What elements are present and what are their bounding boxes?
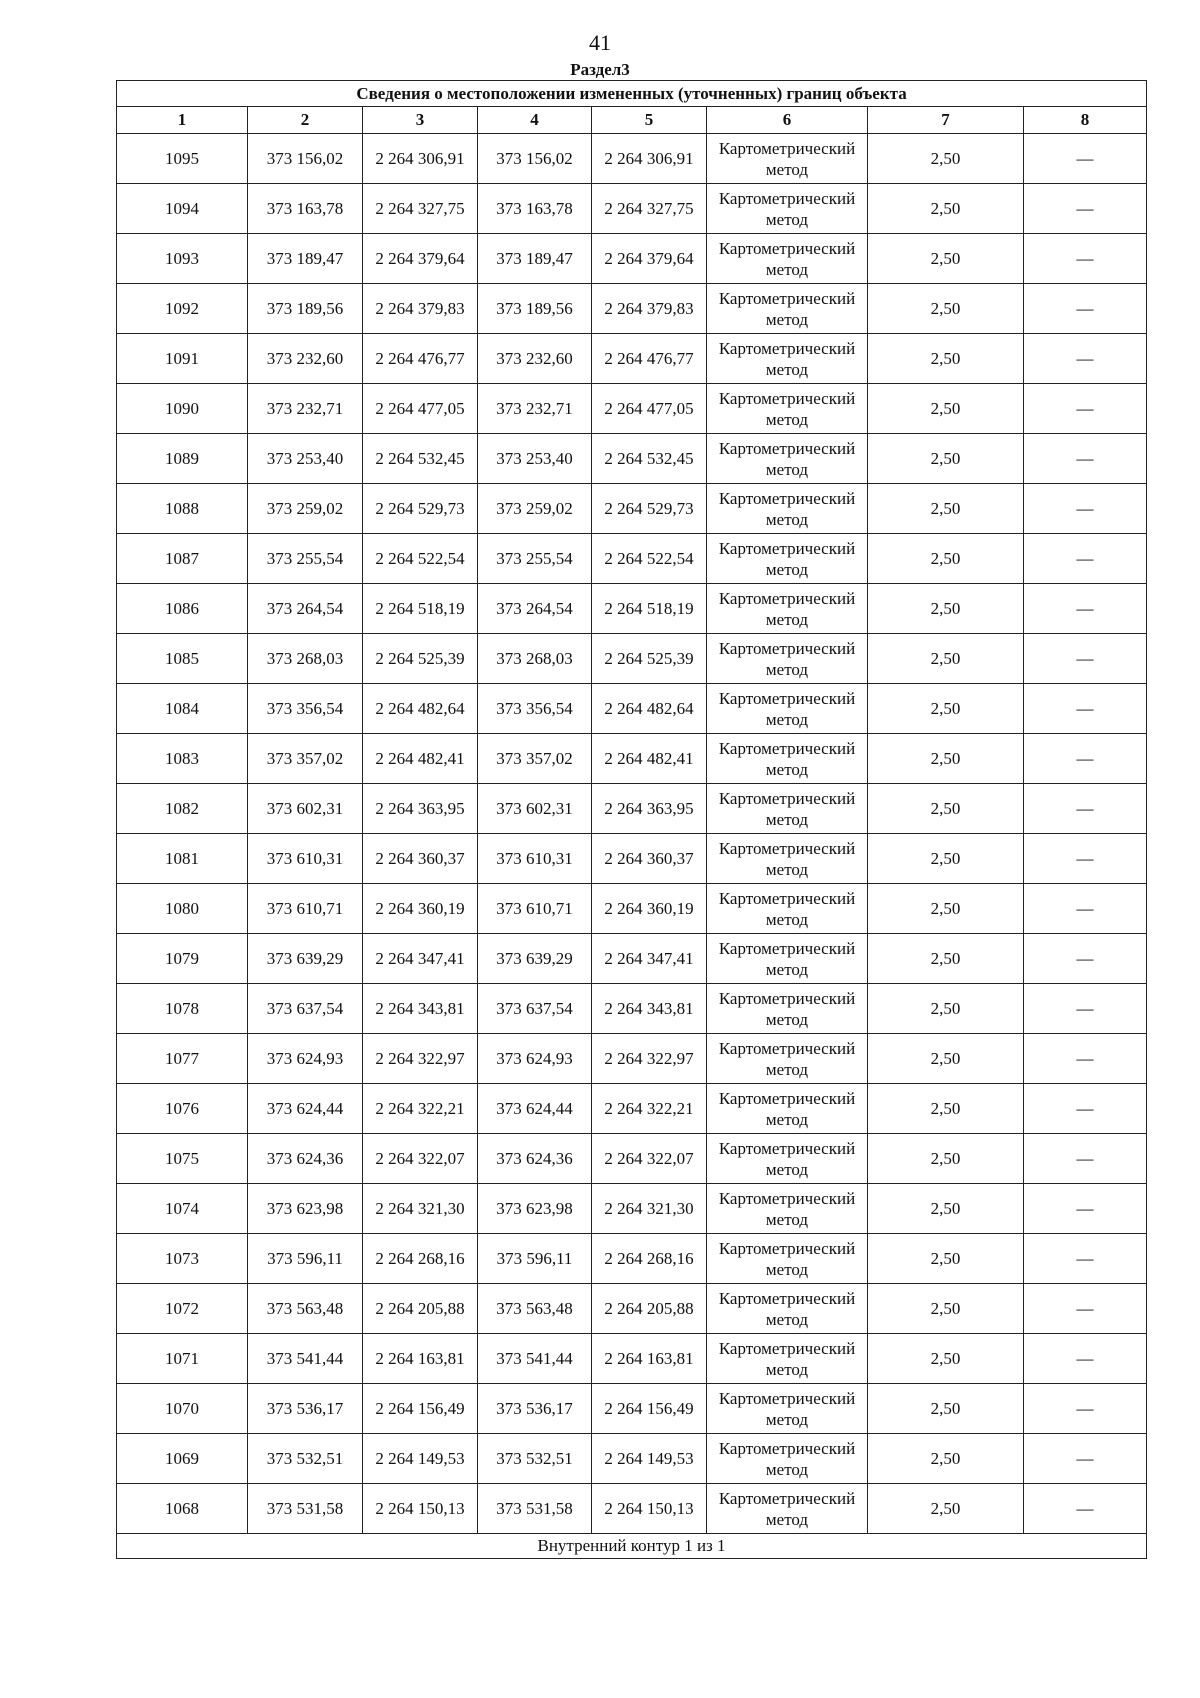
x-existing-cell: 373 253,40 (248, 434, 363, 484)
x-new-cell: 373 563,48 (478, 1284, 592, 1334)
accuracy-cell: 2,50 (868, 134, 1024, 184)
note-cell: — (1024, 984, 1147, 1034)
x-new-cell: 373 602,31 (478, 784, 592, 834)
x-existing-cell: 373 624,44 (248, 1084, 363, 1134)
accuracy-cell: 2,50 (868, 1184, 1024, 1234)
x-new-cell: 373 163,78 (478, 184, 592, 234)
note-cell: — (1024, 634, 1147, 684)
y-existing-cell: 2 264 529,73 (363, 484, 478, 534)
method-cell: Картометрический метод (707, 1284, 868, 1334)
note-cell: — (1024, 1084, 1147, 1134)
accuracy-cell: 2,50 (868, 734, 1024, 784)
table-row (117, 1284, 1147, 1334)
method-cell: Картометрический метод (707, 384, 868, 434)
table-row (117, 984, 1147, 1034)
table-row (117, 334, 1147, 384)
point-number-cell: 1092 (117, 284, 248, 334)
note-cell: — (1024, 534, 1147, 584)
accuracy-cell: 2,50 (868, 384, 1024, 434)
accuracy-cell: 2,50 (868, 1084, 1024, 1134)
x-existing-cell: 373 232,71 (248, 384, 363, 434)
accuracy-cell: 2,50 (868, 1384, 1024, 1434)
x-existing-cell: 373 624,36 (248, 1134, 363, 1184)
method-cell: Картометрический метод (707, 584, 868, 634)
y-existing-cell: 2 264 322,97 (363, 1034, 478, 1084)
x-new-cell: 373 268,03 (478, 634, 592, 684)
accuracy-cell: 2,50 (868, 334, 1024, 384)
x-existing-cell: 373 596,11 (248, 1234, 363, 1284)
table-row (117, 1434, 1147, 1484)
note-cell: — (1024, 584, 1147, 634)
y-new-cell: 2 264 476,77 (592, 334, 707, 384)
table-row (117, 734, 1147, 784)
note-cell: — (1024, 1234, 1147, 1284)
point-number-cell: 1082 (117, 784, 248, 834)
note-cell: — (1024, 734, 1147, 784)
table-title: Сведения о местоположении измененных (уточненных) границ объекта (117, 81, 1147, 107)
y-new-cell: 2 264 322,07 (592, 1134, 707, 1184)
x-new-cell: 373 637,54 (478, 984, 592, 1034)
y-existing-cell: 2 264 525,39 (363, 634, 478, 684)
note-cell: — (1024, 1284, 1147, 1334)
y-new-cell: 2 264 477,05 (592, 384, 707, 434)
x-new-cell: 373 259,02 (478, 484, 592, 534)
note-cell: — (1024, 1384, 1147, 1434)
accuracy-cell: 2,50 (868, 434, 1024, 484)
note-cell: — (1024, 1334, 1147, 1384)
point-number-cell: 1073 (117, 1234, 248, 1284)
method-cell: Картометрический метод (707, 534, 868, 584)
note-cell: — (1024, 484, 1147, 534)
table-row (117, 584, 1147, 634)
x-new-cell: 373 610,71 (478, 884, 592, 934)
y-new-cell: 2 264 321,30 (592, 1184, 707, 1234)
x-existing-cell: 373 531,58 (248, 1484, 363, 1534)
point-number-cell: 1094 (117, 184, 248, 234)
y-existing-cell: 2 264 205,88 (363, 1284, 478, 1334)
method-cell: Картометрический метод (707, 1184, 868, 1234)
table-row (117, 1134, 1147, 1184)
y-existing-cell: 2 264 518,19 (363, 584, 478, 634)
method-cell: Картометрический метод (707, 1034, 868, 1084)
y-existing-cell: 2 264 322,07 (363, 1134, 478, 1184)
note-cell: — (1024, 134, 1147, 184)
method-cell: Картометрический метод (707, 234, 868, 284)
table-row (117, 184, 1147, 234)
accuracy-cell: 2,50 (868, 534, 1024, 584)
table-row (117, 434, 1147, 484)
note-cell: — (1024, 1434, 1147, 1484)
method-cell: Картометрический метод (707, 284, 868, 334)
x-existing-cell: 373 232,60 (248, 334, 363, 384)
x-new-cell: 373 623,98 (478, 1184, 592, 1234)
x-existing-cell: 373 610,71 (248, 884, 363, 934)
x-existing-cell: 373 189,56 (248, 284, 363, 334)
y-existing-cell: 2 264 360,19 (363, 884, 478, 934)
column-header-row (117, 107, 1147, 134)
x-existing-cell: 373 639,29 (248, 934, 363, 984)
point-number-cell: 1076 (117, 1084, 248, 1134)
accuracy-cell: 2,50 (868, 934, 1024, 984)
note-cell: — (1024, 834, 1147, 884)
table-row (117, 934, 1147, 984)
note-cell: — (1024, 284, 1147, 334)
x-new-cell: 373 624,93 (478, 1034, 592, 1084)
point-number-cell: 1070 (117, 1384, 248, 1434)
y-new-cell: 2 264 327,75 (592, 184, 707, 234)
x-new-cell: 373 356,54 (478, 684, 592, 734)
x-new-cell: 373 610,31 (478, 834, 592, 884)
table-row (117, 634, 1147, 684)
note-cell: — (1024, 684, 1147, 734)
accuracy-cell: 2,50 (868, 1134, 1024, 1184)
x-new-cell: 373 639,29 (478, 934, 592, 984)
table-row (117, 484, 1147, 534)
accuracy-cell: 2,50 (868, 184, 1024, 234)
accuracy-cell: 2,50 (868, 684, 1024, 734)
x-existing-cell: 373 623,98 (248, 1184, 363, 1234)
y-existing-cell: 2 264 522,54 (363, 534, 478, 584)
point-number-cell: 1086 (117, 584, 248, 634)
x-new-cell: 373 357,02 (478, 734, 592, 784)
table-row (117, 1184, 1147, 1234)
y-new-cell: 2 264 149,53 (592, 1434, 707, 1484)
y-new-cell: 2 264 360,37 (592, 834, 707, 884)
page-number: 41 (589, 30, 611, 55)
y-existing-cell: 2 264 149,53 (363, 1434, 478, 1484)
x-new-cell: 373 232,60 (478, 334, 592, 384)
method-cell: Картометрический метод (707, 784, 868, 834)
method-cell: Картометрический метод (707, 684, 868, 734)
table-row (117, 684, 1147, 734)
accuracy-cell: 2,50 (868, 984, 1024, 1034)
table-row (117, 1234, 1147, 1284)
method-cell: Картометрический метод (707, 484, 868, 534)
y-new-cell: 2 264 482,41 (592, 734, 707, 784)
y-existing-cell: 2 264 163,81 (363, 1334, 478, 1384)
method-cell: Картометрический метод (707, 1484, 868, 1534)
table-caption-row (117, 81, 1147, 107)
point-number-cell: 1090 (117, 384, 248, 434)
x-new-cell: 373 624,44 (478, 1084, 592, 1134)
x-existing-cell: 373 356,54 (248, 684, 363, 734)
note-cell: — (1024, 384, 1147, 434)
point-number-cell: 1069 (117, 1434, 248, 1484)
x-existing-cell: 373 602,31 (248, 784, 363, 834)
method-cell: Картометрический метод (707, 1434, 868, 1484)
y-new-cell: 2 264 322,97 (592, 1034, 707, 1084)
point-number-cell: 1071 (117, 1334, 248, 1384)
point-number-cell: 1087 (117, 534, 248, 584)
coordinates-table (116, 80, 1147, 1559)
accuracy-cell: 2,50 (868, 1334, 1024, 1384)
accuracy-cell: 2,50 (868, 634, 1024, 684)
x-existing-cell: 373 532,51 (248, 1434, 363, 1484)
method-cell: Картометрический метод (707, 934, 868, 984)
y-new-cell: 2 264 482,64 (592, 684, 707, 734)
x-new-cell: 373 532,51 (478, 1434, 592, 1484)
y-existing-cell: 2 264 343,81 (363, 984, 478, 1034)
y-new-cell: 2 264 306,91 (592, 134, 707, 184)
table-row (117, 284, 1147, 334)
y-new-cell: 2 264 156,49 (592, 1384, 707, 1434)
y-new-cell: 2 264 525,39 (592, 634, 707, 684)
accuracy-cell: 2,50 (868, 484, 1024, 534)
table-row (117, 1334, 1147, 1384)
accuracy-cell: 2,50 (868, 1484, 1024, 1534)
y-existing-cell: 2 264 306,91 (363, 134, 478, 184)
y-existing-cell: 2 264 482,64 (363, 684, 478, 734)
x-new-cell: 373 253,40 (478, 434, 592, 484)
x-existing-cell: 373 357,02 (248, 734, 363, 784)
table-row (117, 1384, 1147, 1434)
x-existing-cell: 373 563,48 (248, 1284, 363, 1334)
x-existing-cell: 373 268,03 (248, 634, 363, 684)
table-row (117, 1084, 1147, 1134)
x-new-cell: 373 536,17 (478, 1384, 592, 1434)
column-header: 5 (592, 107, 707, 134)
accuracy-cell: 2,50 (868, 284, 1024, 334)
x-existing-cell: 373 163,78 (248, 184, 363, 234)
table-row (117, 1484, 1147, 1534)
note-cell: — (1024, 1184, 1147, 1234)
x-existing-cell: 373 637,54 (248, 984, 363, 1034)
y-new-cell: 2 264 150,13 (592, 1484, 707, 1534)
y-existing-cell: 2 264 482,41 (363, 734, 478, 784)
y-new-cell: 2 264 379,83 (592, 284, 707, 334)
y-existing-cell: 2 264 327,75 (363, 184, 478, 234)
y-new-cell: 2 264 163,81 (592, 1334, 707, 1384)
point-number-cell: 1078 (117, 984, 248, 1034)
method-cell: Картометрический метод (707, 884, 868, 934)
x-new-cell: 373 264,54 (478, 584, 592, 634)
x-new-cell: 373 232,71 (478, 384, 592, 434)
x-new-cell: 373 189,47 (478, 234, 592, 284)
point-number-cell: 1083 (117, 734, 248, 784)
x-new-cell: 373 255,54 (478, 534, 592, 584)
y-new-cell: 2 264 379,64 (592, 234, 707, 284)
point-number-cell: 1079 (117, 934, 248, 984)
contour-note: Внутренний контур 1 из 1 (117, 1534, 1147, 1559)
accuracy-cell: 2,50 (868, 1284, 1024, 1334)
x-existing-cell: 373 610,31 (248, 834, 363, 884)
x-new-cell: 373 541,44 (478, 1334, 592, 1384)
method-cell: Картометрический метод (707, 1334, 868, 1384)
accuracy-cell: 2,50 (868, 584, 1024, 634)
y-new-cell: 2 264 360,19 (592, 884, 707, 934)
column-header: 3 (363, 107, 478, 134)
y-existing-cell: 2 264 363,95 (363, 784, 478, 834)
y-existing-cell: 2 264 477,05 (363, 384, 478, 434)
accuracy-cell: 2,50 (868, 834, 1024, 884)
note-cell: — (1024, 934, 1147, 984)
accuracy-cell: 2,50 (868, 234, 1024, 284)
note-cell: — (1024, 1134, 1147, 1184)
x-existing-cell: 373 189,47 (248, 234, 363, 284)
y-existing-cell: 2 264 476,77 (363, 334, 478, 384)
y-new-cell: 2 264 347,41 (592, 934, 707, 984)
note-cell: — (1024, 184, 1147, 234)
point-number-cell: 1077 (117, 1034, 248, 1084)
method-cell: Картометрический метод (707, 1234, 868, 1284)
x-new-cell: 373 156,02 (478, 134, 592, 184)
method-cell: Картометрический метод (707, 134, 868, 184)
x-existing-cell: 373 541,44 (248, 1334, 363, 1384)
note-cell: — (1024, 334, 1147, 384)
method-cell: Картометрический метод (707, 434, 868, 484)
y-new-cell: 2 264 343,81 (592, 984, 707, 1034)
point-number-cell: 1080 (117, 884, 248, 934)
x-existing-cell: 373 264,54 (248, 584, 363, 634)
column-header: 1 (117, 107, 248, 134)
point-number-cell: 1089 (117, 434, 248, 484)
point-number-cell: 1075 (117, 1134, 248, 1184)
y-existing-cell: 2 264 150,13 (363, 1484, 478, 1534)
point-number-cell: 1085 (117, 634, 248, 684)
table-row (117, 234, 1147, 284)
table-row (117, 1034, 1147, 1084)
column-header: 2 (248, 107, 363, 134)
point-number-cell: 1074 (117, 1184, 248, 1234)
y-existing-cell: 2 264 360,37 (363, 834, 478, 884)
accuracy-cell: 2,50 (868, 1434, 1024, 1484)
point-number-cell: 1095 (117, 134, 248, 184)
table-footer-row (117, 1534, 1147, 1559)
x-existing-cell: 373 255,54 (248, 534, 363, 584)
y-existing-cell: 2 264 379,83 (363, 284, 478, 334)
note-cell: — (1024, 434, 1147, 484)
y-existing-cell: 2 264 156,49 (363, 1384, 478, 1434)
x-new-cell: 373 189,56 (478, 284, 592, 334)
y-new-cell: 2 264 268,16 (592, 1234, 707, 1284)
y-existing-cell: 2 264 321,30 (363, 1184, 478, 1234)
accuracy-cell: 2,50 (868, 1234, 1024, 1284)
note-cell: — (1024, 234, 1147, 284)
table-row (117, 784, 1147, 834)
column-header: 7 (868, 107, 1024, 134)
y-existing-cell: 2 264 322,21 (363, 1084, 478, 1134)
x-new-cell: 373 596,11 (478, 1234, 592, 1284)
table-row (117, 834, 1147, 884)
point-number-cell: 1091 (117, 334, 248, 384)
note-cell: — (1024, 784, 1147, 834)
method-cell: Картометрический метод (707, 734, 868, 784)
point-number-cell: 1068 (117, 1484, 248, 1534)
note-cell: — (1024, 884, 1147, 934)
method-cell: Картометрический метод (707, 834, 868, 884)
table-row (117, 134, 1147, 184)
y-new-cell: 2 264 518,19 (592, 584, 707, 634)
y-existing-cell: 2 264 268,16 (363, 1234, 478, 1284)
y-new-cell: 2 264 532,45 (592, 434, 707, 484)
point-number-cell: 1093 (117, 234, 248, 284)
y-existing-cell: 2 264 347,41 (363, 934, 478, 984)
method-cell: Картометрический метод (707, 634, 868, 684)
method-cell: Картометрический метод (707, 1384, 868, 1434)
point-number-cell: 1088 (117, 484, 248, 534)
table-row (117, 884, 1147, 934)
table-body (117, 134, 1147, 1534)
x-existing-cell: 373 536,17 (248, 1384, 363, 1434)
y-existing-cell: 2 264 379,64 (363, 234, 478, 284)
x-existing-cell: 373 259,02 (248, 484, 363, 534)
y-new-cell: 2 264 529,73 (592, 484, 707, 534)
point-number-cell: 1084 (117, 684, 248, 734)
column-header: 8 (1024, 107, 1147, 134)
column-header: 6 (707, 107, 868, 134)
x-new-cell: 373 624,36 (478, 1134, 592, 1184)
accuracy-cell: 2,50 (868, 784, 1024, 834)
y-new-cell: 2 264 522,54 (592, 534, 707, 584)
accuracy-cell: 2,50 (868, 884, 1024, 934)
section-title: Раздел3 (570, 60, 630, 79)
y-new-cell: 2 264 363,95 (592, 784, 707, 834)
y-new-cell: 2 264 322,21 (592, 1084, 707, 1134)
x-existing-cell: 373 156,02 (248, 134, 363, 184)
method-cell: Картометрический метод (707, 184, 868, 234)
note-cell: — (1024, 1034, 1147, 1084)
point-number-cell: 1081 (117, 834, 248, 884)
point-number-cell: 1072 (117, 1284, 248, 1334)
method-cell: Картометрический метод (707, 1084, 868, 1134)
method-cell: Картометрический метод (707, 984, 868, 1034)
x-new-cell: 373 531,58 (478, 1484, 592, 1534)
method-cell: Картометрический метод (707, 334, 868, 384)
method-cell: Картометрический метод (707, 1134, 868, 1184)
column-header: 4 (478, 107, 592, 134)
table-row (117, 534, 1147, 584)
x-existing-cell: 373 624,93 (248, 1034, 363, 1084)
y-existing-cell: 2 264 532,45 (363, 434, 478, 484)
table-row (117, 384, 1147, 434)
note-cell: — (1024, 1484, 1147, 1534)
accuracy-cell: 2,50 (868, 1034, 1024, 1084)
y-new-cell: 2 264 205,88 (592, 1284, 707, 1334)
